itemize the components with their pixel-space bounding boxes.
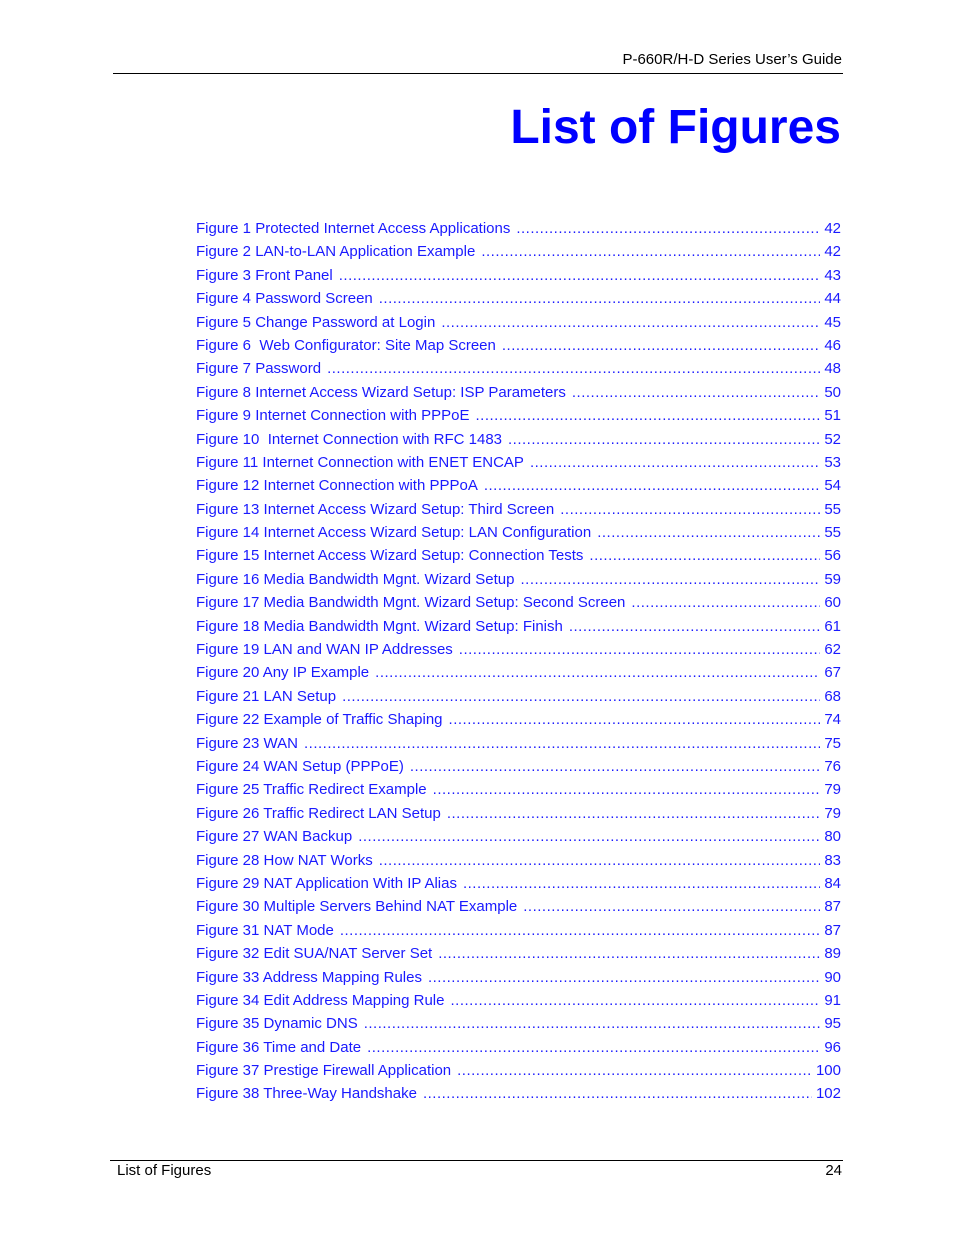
toc-entry-page[interactable]: 74 xyxy=(824,711,841,729)
toc-entry[interactable] xyxy=(196,685,841,708)
toc-entry-label[interactable]: Figure 27 WAN Backup xyxy=(196,828,353,846)
toc-entry-page[interactable]: 42 xyxy=(824,243,841,261)
toc-entry[interactable] xyxy=(196,217,841,240)
toc-entry-label[interactable]: Figure 8 Internet Access Wizard Setup: ISP Parameters xyxy=(196,383,566,401)
toc-entry[interactable] xyxy=(196,287,841,310)
toc-entry-page[interactable]: 87 xyxy=(824,898,841,916)
toc-entry-page[interactable]: 100 xyxy=(815,1062,841,1080)
toc-entry[interactable] xyxy=(196,778,841,801)
toc-entry[interactable] xyxy=(196,591,841,614)
toc-entry[interactable] xyxy=(196,732,841,755)
toc-dot-leader xyxy=(375,661,820,684)
toc-dot-leader xyxy=(364,1012,821,1035)
toc-dot-leader xyxy=(481,240,820,263)
toc-entry-label[interactable]: Figure 25 Traffic Redirect Example xyxy=(196,781,427,799)
toc-entry[interactable] xyxy=(196,895,841,918)
toc-dot-leader xyxy=(523,895,820,918)
toc-entry-label[interactable]: Figure 14 Internet Access Wizard Setup: LAN Configuration xyxy=(196,524,592,542)
toc-entry-label[interactable]: Figure 21 LAN Setup xyxy=(196,687,337,705)
toc-dot-leader xyxy=(379,287,821,310)
toc-entry-label[interactable]: Figure 7 Password xyxy=(196,360,322,378)
footer-rule xyxy=(110,1160,843,1161)
toc-entry[interactable] xyxy=(196,661,841,684)
toc-entry-page[interactable]: 43 xyxy=(824,266,841,284)
toc-entry-label[interactable]: Figure 26 Traffic Redirect LAN Setup xyxy=(196,804,441,822)
toc-entry-page[interactable]: 61 xyxy=(824,617,841,635)
toc-entry[interactable] xyxy=(196,615,841,638)
toc-entry-label[interactable]: Figure 6 Web Configurator: Site Map Screen xyxy=(196,336,496,354)
toc-entry-label[interactable]: Figure 28 How NAT Works xyxy=(196,851,373,869)
toc-entry-label[interactable]: Figure 3 Front Panel xyxy=(196,266,333,284)
toc-entry-label[interactable]: Figure 30 Multiple Servers Behind NAT Example xyxy=(196,898,518,916)
toc-entry[interactable] xyxy=(196,474,841,497)
toc-entry[interactable] xyxy=(196,919,841,942)
toc-entry-page[interactable]: 76 xyxy=(824,757,841,775)
toc-entry-label[interactable]: Figure 19 LAN and WAN IP Addresses xyxy=(196,641,453,659)
toc-entry-label[interactable]: Figure 12 Internet Connection with PPPoA xyxy=(196,477,478,495)
toc-entry-page[interactable]: 67 xyxy=(824,664,841,682)
toc-entry[interactable] xyxy=(196,942,841,965)
toc-entry-label[interactable]: Figure 38 Three-Way Handshake xyxy=(196,1085,417,1103)
toc-dot-leader xyxy=(438,942,820,965)
toc-entry-label[interactable]: Figure 18 Media Bandwidth Mgnt. Wizard Setup: Finish xyxy=(196,617,563,635)
toc-dot-leader xyxy=(340,919,820,942)
toc-entry[interactable] xyxy=(196,404,841,427)
toc-entry-page[interactable]: 56 xyxy=(824,547,841,565)
toc-entry-label[interactable]: Figure 32 Edit SUA/NAT Server Set xyxy=(196,945,433,963)
toc-dot-leader xyxy=(428,966,820,989)
toc-dot-leader xyxy=(441,311,820,334)
toc-entry-label[interactable]: Figure 22 Example of Traffic Shaping xyxy=(196,711,443,729)
toc-dot-leader xyxy=(508,428,820,451)
toc-dot-leader xyxy=(459,638,821,661)
toc-entry[interactable] xyxy=(196,825,841,848)
toc-dot-leader xyxy=(367,1036,820,1059)
toc-entry-label[interactable]: Figure 29 NAT Application With IP Alias xyxy=(196,874,457,892)
toc-entry-page[interactable]: 75 xyxy=(824,734,841,752)
toc-entry-page[interactable]: 59 xyxy=(824,570,841,588)
toc-dot-leader xyxy=(589,544,820,567)
toc-dot-leader xyxy=(327,357,820,380)
toc-dot-leader xyxy=(339,264,821,287)
toc-entry-page[interactable]: 53 xyxy=(824,453,841,471)
toc-dot-leader xyxy=(572,381,820,404)
header-rule xyxy=(113,73,843,74)
toc-entry-label[interactable]: Figure 11 Internet Connection with ENET ENCAP xyxy=(196,453,524,471)
toc-entry[interactable] xyxy=(196,334,841,357)
toc-dot-leader xyxy=(631,591,820,614)
toc-entry[interactable] xyxy=(196,966,841,989)
toc-entry-page[interactable]: 46 xyxy=(824,336,841,354)
toc-entry-page[interactable]: 96 xyxy=(824,1038,841,1056)
toc-dot-leader xyxy=(560,498,820,521)
toc-dot-leader xyxy=(597,521,820,544)
toc-entry-page[interactable]: 51 xyxy=(824,407,841,425)
toc-entry-label[interactable]: Figure 35 Dynamic DNS xyxy=(196,1015,358,1033)
toc-dot-leader xyxy=(463,872,820,895)
toc-entry[interactable] xyxy=(196,568,841,591)
toc-dot-leader xyxy=(304,732,820,755)
toc-entry-page[interactable]: 52 xyxy=(824,430,841,448)
toc-entry-label[interactable]: Figure 16 Media Bandwidth Mgnt. Wizard Setup xyxy=(196,570,515,588)
toc-entry[interactable] xyxy=(196,521,841,544)
toc-entry[interactable] xyxy=(196,544,841,567)
toc-entry[interactable] xyxy=(196,264,841,287)
toc-entry-page[interactable]: 90 xyxy=(824,968,841,986)
toc-dot-leader xyxy=(457,1059,812,1082)
figure-list xyxy=(196,217,841,1106)
toc-entry[interactable] xyxy=(196,357,841,380)
toc-entry-page[interactable]: 87 xyxy=(824,921,841,939)
toc-entry-page[interactable]: 68 xyxy=(824,687,841,705)
toc-entry-page[interactable]: 84 xyxy=(824,874,841,892)
toc-entry-label[interactable]: Figure 9 Internet Connection with PPPoE xyxy=(196,407,470,425)
toc-entry-label[interactable]: Figure 31 NAT Mode xyxy=(196,921,334,939)
toc-entry[interactable] xyxy=(196,849,841,872)
toc-dot-leader xyxy=(516,217,820,240)
toc-entry-page[interactable]: 60 xyxy=(824,594,841,612)
toc-entry-label[interactable]: Figure 1 Protected Internet Access Applications xyxy=(196,220,511,237)
toc-dot-leader xyxy=(379,849,821,872)
page-title: List of Figures xyxy=(510,101,841,154)
toc-entry-label[interactable]: Figure 10 Internet Connection with RFC 1483 xyxy=(196,430,502,448)
toc-entry[interactable] xyxy=(196,638,841,661)
toc-entry-label[interactable]: Figure 37 Prestige Firewall Application xyxy=(196,1062,452,1080)
toc-dot-leader xyxy=(433,778,821,801)
toc-entry[interactable] xyxy=(196,311,841,334)
toc-dot-leader xyxy=(447,802,820,825)
toc-entry-page[interactable]: 95 xyxy=(824,1015,841,1033)
toc-entry-page[interactable]: 79 xyxy=(824,804,841,822)
toc-entry-label[interactable]: Figure 5 Change Password at Login xyxy=(196,313,436,331)
toc-dot-leader xyxy=(358,825,820,848)
toc-entry[interactable] xyxy=(196,451,841,474)
toc-entry-page[interactable]: 42 xyxy=(824,220,841,237)
toc-dot-leader xyxy=(476,404,821,427)
toc-entry[interactable] xyxy=(196,1059,841,1082)
toc-entry-page[interactable]: 79 xyxy=(824,781,841,799)
toc-entry-label[interactable]: Figure 2 LAN-to-LAN Application Example xyxy=(196,243,476,261)
toc-dot-leader xyxy=(450,989,820,1012)
toc-entry-page[interactable]: 48 xyxy=(824,360,841,378)
toc-dot-leader xyxy=(410,755,820,778)
toc-dot-leader xyxy=(342,685,820,708)
toc-entry-page[interactable]: 45 xyxy=(824,313,841,331)
toc-entry[interactable] xyxy=(196,498,841,521)
toc-dot-leader xyxy=(569,615,820,638)
toc-dot-leader xyxy=(502,334,820,357)
toc-dot-leader xyxy=(484,474,820,497)
toc-entry-label[interactable]: Figure 33 Address Mapping Rules xyxy=(196,968,422,986)
toc-entry[interactable] xyxy=(196,381,841,404)
toc-entry[interactable] xyxy=(196,755,841,778)
header-guide-title: P-660R/H-D Series User’s Guide xyxy=(622,51,842,68)
toc-entry-page[interactable]: 50 xyxy=(824,383,841,401)
toc-entry-page[interactable]: 62 xyxy=(824,641,841,659)
toc-entry-page[interactable]: 55 xyxy=(824,500,841,518)
toc-entry[interactable] xyxy=(196,872,841,895)
footer-section-title: List of Figures xyxy=(117,1162,212,1179)
toc-entry-label[interactable]: Figure 36 Time and Date xyxy=(196,1038,362,1056)
toc-entry[interactable] xyxy=(196,1012,841,1035)
toc-entry-page[interactable]: 80 xyxy=(824,828,841,846)
toc-entry-label[interactable]: Figure 23 WAN xyxy=(196,734,298,752)
footer-page-number: 24 xyxy=(825,1162,842,1179)
toc-entry[interactable] xyxy=(196,802,841,825)
toc-entry-label[interactable]: Figure 15 Internet Access Wizard Setup: Connection Tests xyxy=(196,547,584,565)
toc-entry-label[interactable]: Figure 4 Password Screen xyxy=(196,290,373,308)
toc-entry-page[interactable]: 83 xyxy=(824,851,841,869)
toc-entry-label[interactable]: Figure 20 Any IP Example xyxy=(196,664,370,682)
toc-entry-page[interactable]: 91 xyxy=(824,991,841,1009)
toc-entry[interactable] xyxy=(196,428,841,451)
toc-entry-label[interactable]: Figure 34 Edit Address Mapping Rule xyxy=(196,991,445,1009)
toc-entry[interactable] xyxy=(196,1036,841,1059)
toc-entry-page[interactable]: 102 xyxy=(815,1085,841,1103)
toc-entry[interactable] xyxy=(196,1082,841,1105)
toc-dot-leader xyxy=(530,451,820,474)
toc-entry-page[interactable]: 89 xyxy=(824,945,841,963)
toc-dot-leader xyxy=(423,1082,812,1105)
toc-entry-label[interactable]: Figure 24 WAN Setup (PPPoE) xyxy=(196,757,404,775)
toc-entry-page[interactable]: 44 xyxy=(824,290,841,308)
toc-entry[interactable] xyxy=(196,708,841,731)
toc-entry-page[interactable]: 54 xyxy=(824,477,841,495)
toc-entry-label[interactable]: Figure 17 Media Bandwidth Mgnt. Wizard Setup: Second Screen xyxy=(196,594,626,612)
toc-entry[interactable] xyxy=(196,989,841,1012)
toc-entry-page[interactable]: 55 xyxy=(824,524,841,542)
toc-entry[interactable] xyxy=(196,240,841,263)
toc-entry-label[interactable]: Figure 13 Internet Access Wizard Setup: Third Screen xyxy=(196,500,555,518)
toc-dot-leader xyxy=(449,708,821,731)
toc-dot-leader xyxy=(521,568,821,591)
